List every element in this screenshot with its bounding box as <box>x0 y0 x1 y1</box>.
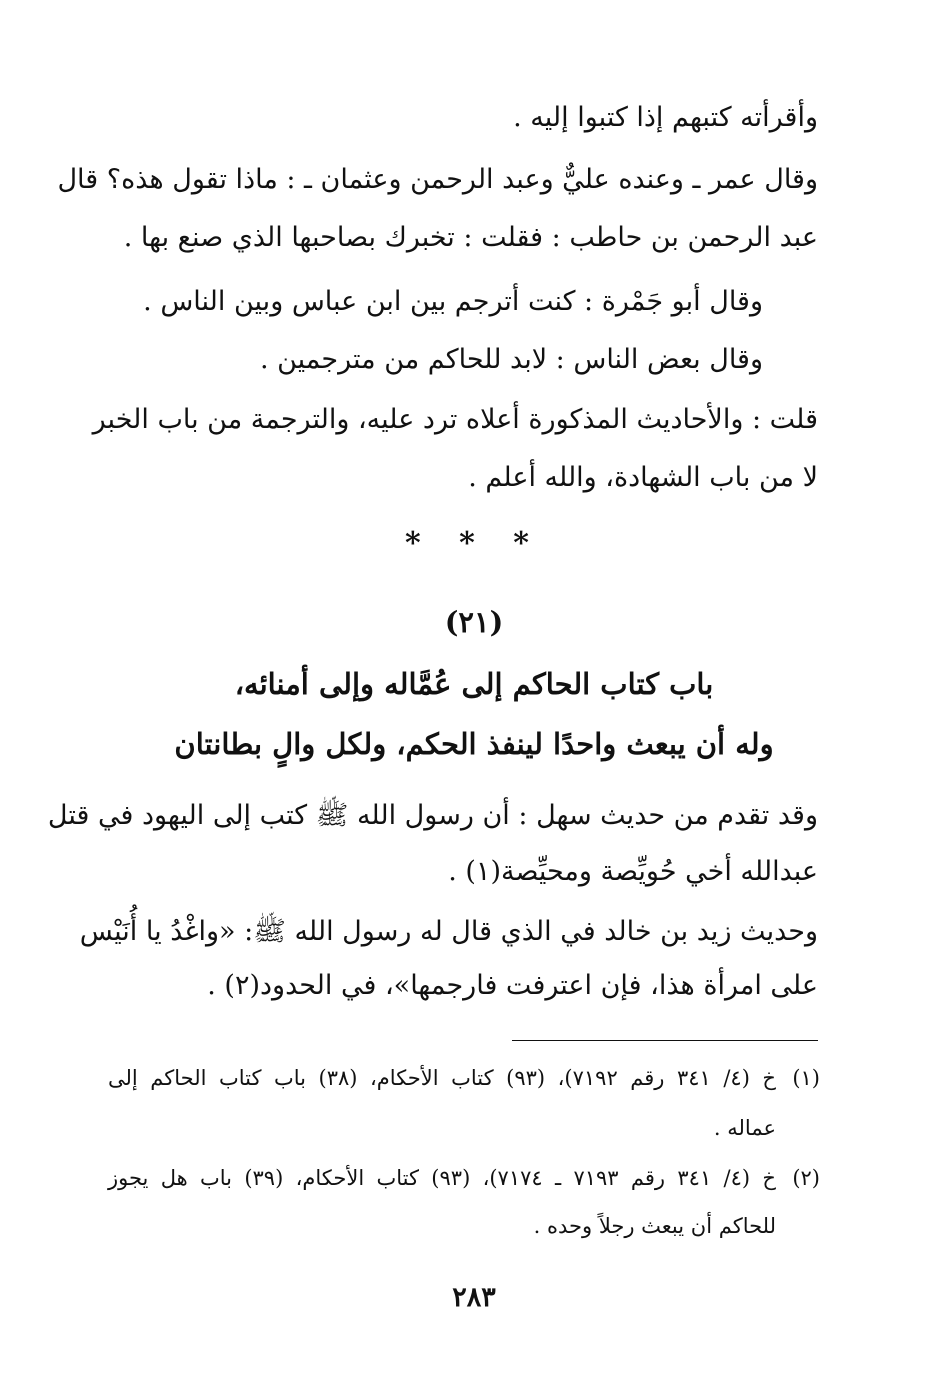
footnote-text: للحاكم أن يبعث رجلاً وحده . <box>533 1214 776 1238</box>
chapter-title-line-2: وله أن يبعث واحدًا لينفذ الحكم، ولكل والٍ بطانتان <box>174 727 774 761</box>
section-separator: * * * <box>405 526 543 561</box>
footnote-number: (١) <box>792 1066 820 1090</box>
body-line: وقال بعض الناس : لابد للحاكم من مترجمين . <box>259 344 763 375</box>
chapter-title-line-1: باب كتاب الحاكم إلى عُمَّاله وإلى أمنائه، <box>234 667 714 701</box>
footnote-text: خ (٤/ ٣٤١ رقم ٧١٩٣ ـ ٧١٧٤)، (٩٣) كتاب الأحكام، (٣٩) باب هل يجوز <box>108 1166 776 1190</box>
footnote-text: عماله . <box>713 1116 776 1140</box>
body-line: وحديث زيد بن خالد في الذي قال له رسول الله ﷺ: «واغْدُ يا أُنَيْس <box>79 916 818 947</box>
body-line: وقد تقدم من حديث سهل : أن رسول الله ﷺ كتب إلى اليهود في قتل <box>47 800 818 831</box>
body-line: قلت : والأحاديث المذكورة أعلاه ترد عليه، والترجمة من باب الخبر <box>92 404 818 435</box>
footnote-number: (٢) <box>792 1166 820 1190</box>
body-line: على امرأة هذا، فإن اعترفت فارجمها»، في الحدود(٢) . <box>207 970 818 1001</box>
body-line: عبد الرحمن بن حاطب : فقلت : تخبرك بصاحبها الذي صنع بها . <box>123 222 818 253</box>
chapter-number: (٢١) <box>444 605 504 639</box>
body-line: وأقرأته كتبهم إذا كتبوا إليه . <box>513 102 818 133</box>
body-line: وقال عمر ـ وعنده عليٌّ وعبد الرحمن وعثمان ـ : ماذا تقول هذه؟ قال <box>57 164 818 195</box>
footnote-divider <box>512 1040 818 1041</box>
page-number: ٢٨٣ <box>452 1282 496 1313</box>
footnote-text: خ (٤/ ٣٤١ رقم ٧١٩٢)، (٩٣) كتاب الأحكام، (٣٨) باب كتاب الحاكم إلى <box>108 1066 776 1090</box>
body-line: وقال أبو جَمْرة : كنت أترجم بين ابن عباس وبين الناس . <box>143 286 763 317</box>
body-line: لا من باب الشهادة، والله أعلم . <box>468 462 818 493</box>
body-line: عبدالله أخي حُويِّصة ومحيِّصة(١) . <box>448 856 818 887</box>
